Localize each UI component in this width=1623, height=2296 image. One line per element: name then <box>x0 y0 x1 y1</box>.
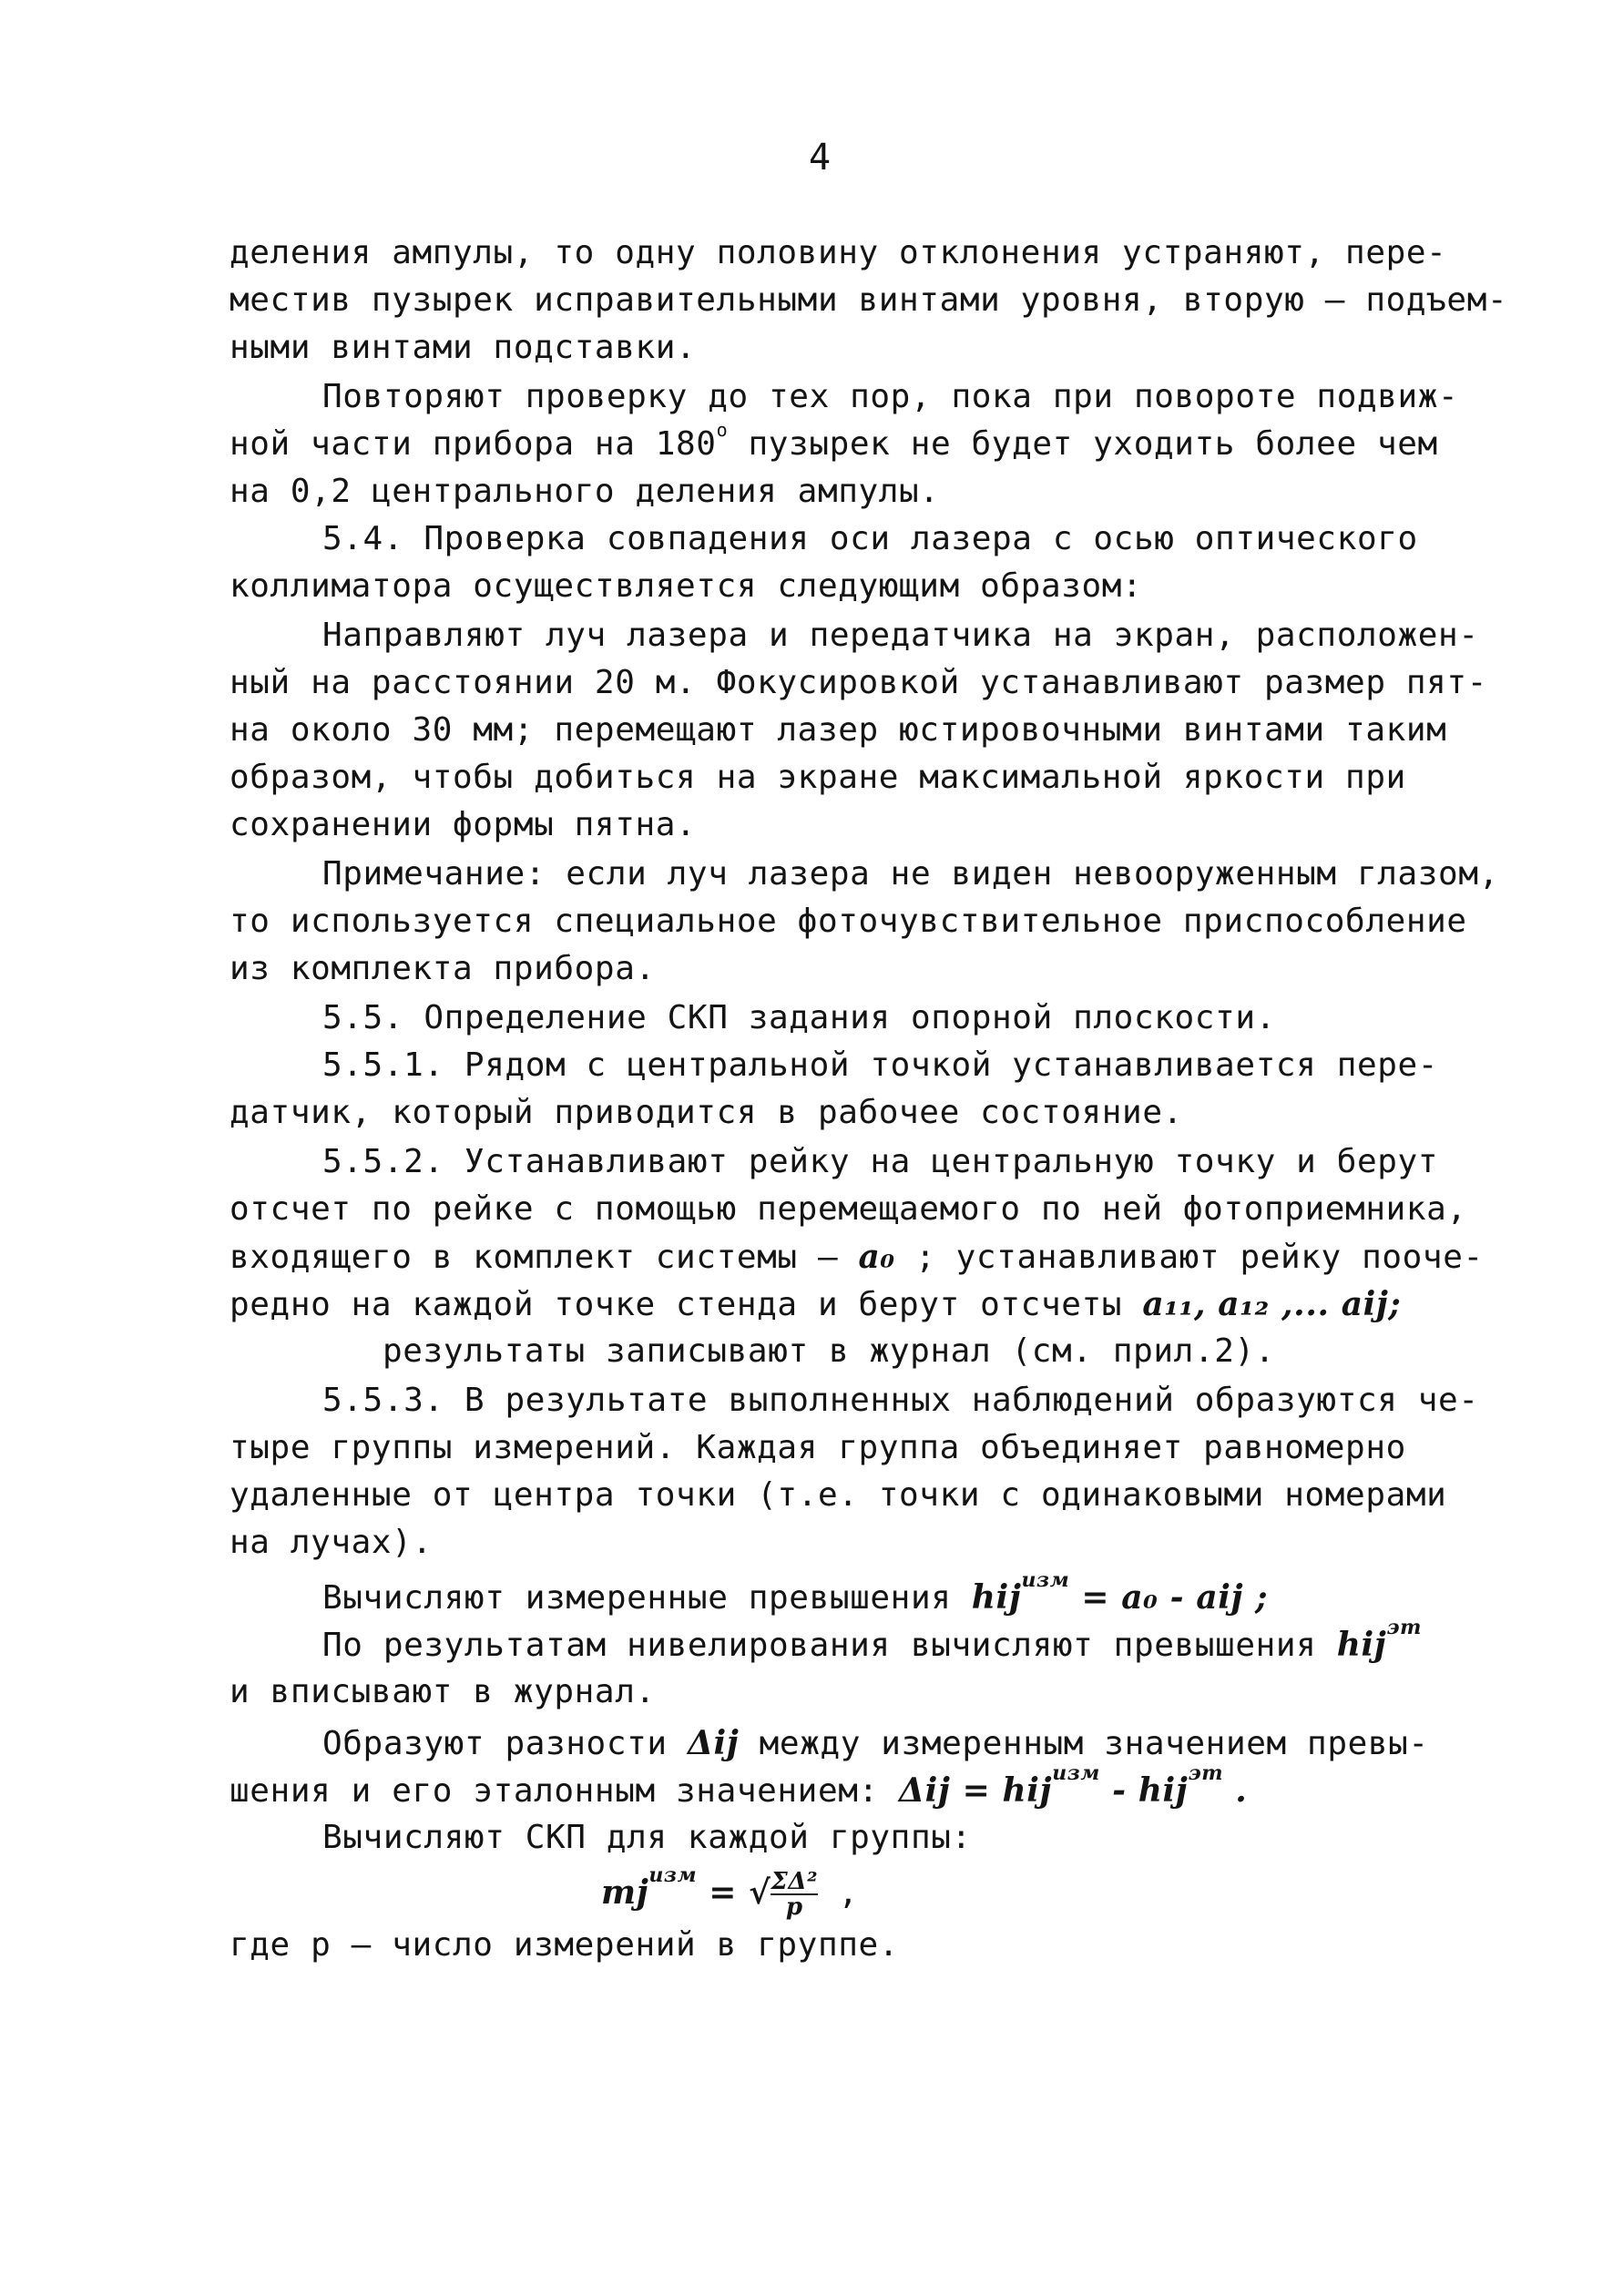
text-line: местив пузырек исправительными винтами уровня, вторую – подъем- <box>230 281 1508 319</box>
section-5-5-heading: 5.5. Определение СКП задания опорной плоскости. <box>322 999 1276 1036</box>
section-5-5-2: 5.5.2. Устанавливают рейку на центральную точку и берут <box>322 1143 1439 1180</box>
note-line: Примечание: если луч лазера не виден невооруженным глазом, <box>322 855 1499 893</box>
text-line: Повторяют проверку до тех пор, пока при повороте подвиж- <box>322 378 1459 415</box>
text-line: Направляют луч лазера и передатчика на экран, расположен- <box>322 617 1479 654</box>
text-line: тыре группы измерений. Каждая группа объединяет равномерно <box>230 1429 1406 1466</box>
formula-delta: Δij <box>687 1724 740 1762</box>
section-5-5-3: 5.5.3. В результате выполненных наблюдений образуются че- <box>322 1382 1479 1419</box>
formula-period: . <box>1223 1771 1248 1810</box>
formula-fraction <box>771 1870 818 1919</box>
text-line: ными винтами подставки. <box>230 329 697 366</box>
formula-superscript: эт <box>1386 1616 1423 1639</box>
text-span: Вычисляют измеренные превышения <box>322 1579 972 1617</box>
page-number: 4 <box>808 137 832 179</box>
text-line: отсчет по рейке с помощью перемещаемого по ней фотоприемника, <box>230 1190 1467 1228</box>
formula-superscript: эт <box>1188 1761 1224 1785</box>
formula-superscript: изм <box>648 1863 698 1887</box>
formula-h: hij <box>971 1578 1022 1617</box>
formula-minus-h: - hij <box>1099 1771 1189 1810</box>
text-line: образом, чтобы добиться на экране максимальной яркости при <box>230 759 1406 796</box>
text-span: ; устанавливают рейку пооче- <box>894 1239 1484 1276</box>
text-line: где p – число измерений в группе. <box>230 1926 900 1964</box>
formula-delta-def: Δij = hij <box>899 1771 1053 1810</box>
formula-h: hij <box>1336 1626 1387 1664</box>
formula-superscript: изм <box>1052 1761 1100 1785</box>
text-line: деления ампулы, то одну половину отклонения устраняют, пере- <box>230 234 1447 271</box>
formula-h-measured: = a₀ - aij ; <box>1069 1578 1269 1617</box>
text-line <box>322 1568 1269 1626</box>
text-span: пузырек не будет уходить более чем <box>728 425 1438 463</box>
fraction-numerator: ΣΔ² <box>771 1868 819 1895</box>
text-line <box>322 1719 1429 1768</box>
text-line <box>230 1761 1248 1819</box>
text-line <box>230 421 1438 472</box>
text-line <box>230 1233 1484 1281</box>
text-span: По результатам нивелирования вычисляют превышения <box>322 1627 1337 1664</box>
text-line <box>322 1616 1423 1673</box>
text-span: Образуют разности <box>322 1725 688 1762</box>
formula-a0: a₀ <box>858 1238 895 1276</box>
text-line: результаты записывают в журнал (см. прил.2). <box>383 1332 1276 1370</box>
text-span: входящего в комплект системы – <box>230 1239 859 1276</box>
text-span: редно на каждой точке стенда и берут отсчеты <box>230 1286 1143 1323</box>
text-line: Вычисляют СКП для каждой группы: <box>322 1819 972 1856</box>
formula-superscript: изм <box>1021 1568 1070 1592</box>
fraction-denominator: p <box>785 1893 803 1921</box>
degree-superscript: o <box>716 419 729 441</box>
text-line: удаленные от центра точки (т.е. точки с одинаковыми номерами <box>230 1476 1447 1514</box>
text-span: , <box>818 1874 859 1912</box>
text-line: на 0,2 центрального деления ампулы. <box>230 473 940 510</box>
text-line: ный на расстоянии 20 м. Фокусировкой устанавливают размер пят- <box>230 664 1487 701</box>
formula-rmse <box>601 1863 859 1921</box>
text-line: на лучах). <box>230 1524 433 1561</box>
formula-readings: a₁₁, a₁₂ ,... aij; <box>1142 1285 1402 1323</box>
text-line: коллиматора осуществляется следующим образом: <box>230 567 1143 605</box>
text-span: ной части прибора на 180 <box>230 425 717 463</box>
text-line: на около 30 мм; перемещают лазер юстировочными винтами таким <box>230 711 1447 749</box>
text-line: датчик, который приводится в рабочее состояние. <box>230 1094 1183 1131</box>
text-line: сохранении формы пятна. <box>230 806 697 843</box>
section-5-5-1: 5.5.1. Рядом с центральной точкой устанавливается пере- <box>322 1046 1439 1084</box>
text-span: между измеренным значением превы- <box>739 1725 1429 1762</box>
text-line: из комплекта прибора. <box>230 950 656 987</box>
text-line: то используется специальное фоточувствительное приспособление <box>230 903 1467 940</box>
formula-m: mj <box>601 1873 649 1912</box>
section-5-4-heading: 5.4. Проверка совпадения оси лазера с осью оптического <box>322 520 1418 557</box>
text-span: шения и его эталонным значением: <box>230 1772 900 1810</box>
text-line: и вписывают в журнал. <box>230 1673 656 1710</box>
formula-sqrt: = √ <box>697 1873 771 1912</box>
text-line <box>230 1281 1401 1329</box>
